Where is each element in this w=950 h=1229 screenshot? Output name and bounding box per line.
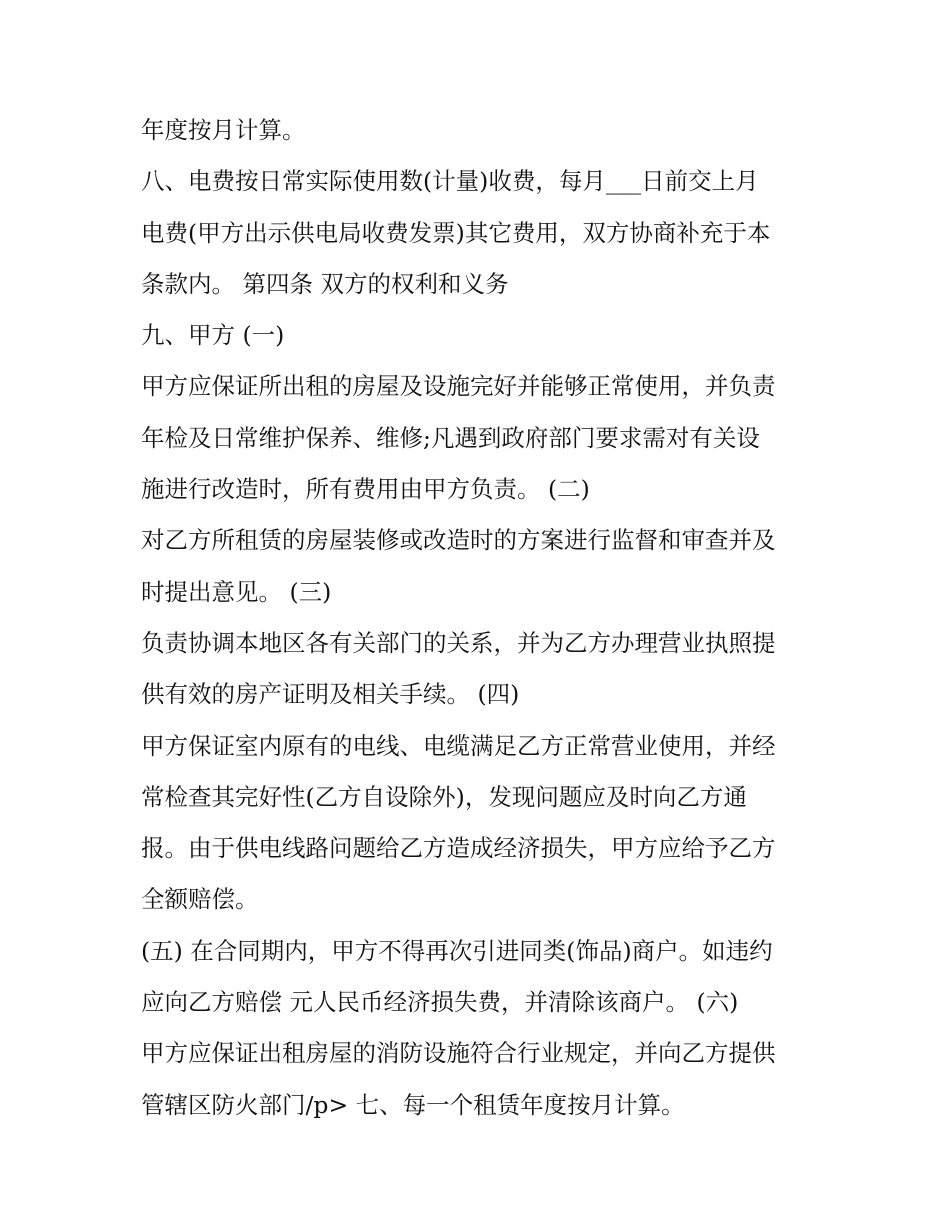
contract-text [141, 105, 821, 1131]
text-line: 报。由于供电线路问题给乙方造成经济损失，甲方应给予乙方 [141, 834, 776, 863]
text-line: 供有效的房产证明及相关手续。 (四) [141, 680, 520, 709]
text-line: 电费(甲方出示供电局收费发票)其它费用，双方协商补充于本 [141, 218, 771, 247]
text-line: 时提出意见。 (三) [141, 577, 332, 606]
text-line: 对乙方所租赁的房屋装修或改造时的方案进行监督和审查并及 [141, 526, 776, 555]
text-line: 九、甲方 (一) [141, 321, 285, 350]
text-line: 全额赔偿。 [141, 885, 259, 914]
text-line: 应向乙方赔偿 元人民币经济损失费，并清除该商户。 (六) [141, 988, 739, 1017]
text-line: (五) 在合同期内，甲方不得再次引进同类(饰品)商户。如违约 [141, 936, 773, 965]
text-line: 年度按月计算。 [141, 116, 306, 144]
text-line: 甲方应保证出租房屋的消防设施符合行业规定，并向乙方提供 [141, 1039, 776, 1068]
text-line: 管辖区防火部门/p> 七、每一个租赁年度按月计算。 [141, 1090, 685, 1119]
text-line: 年检及日常维护保养、维修;凡遇到政府部门要求需对有关设 [141, 423, 760, 452]
text-line: 常检查其完好性(乙方自设除外)，发现问题应及时向乙方通 [141, 782, 747, 811]
text-line: 负责协调本地区各有关部门的关系，并为乙方办理营业执照提 [141, 628, 776, 657]
text-line: 施进行改造时，所有费用由甲方负责。 (二) [141, 475, 590, 504]
text-line: 甲方应保证所出租的房屋及设施完好并能够正常使用，并负责 [141, 372, 776, 401]
text-line: 八、电费按日常实际使用数(计量)收费，每月___日前交上月 [141, 167, 759, 196]
text-line: 甲方保证室内原有的电线、电缆满足乙方正常营业使用，并经 [141, 731, 776, 760]
text-line: 条款内。 第四条 双方的权利和义务 [141, 269, 509, 298]
